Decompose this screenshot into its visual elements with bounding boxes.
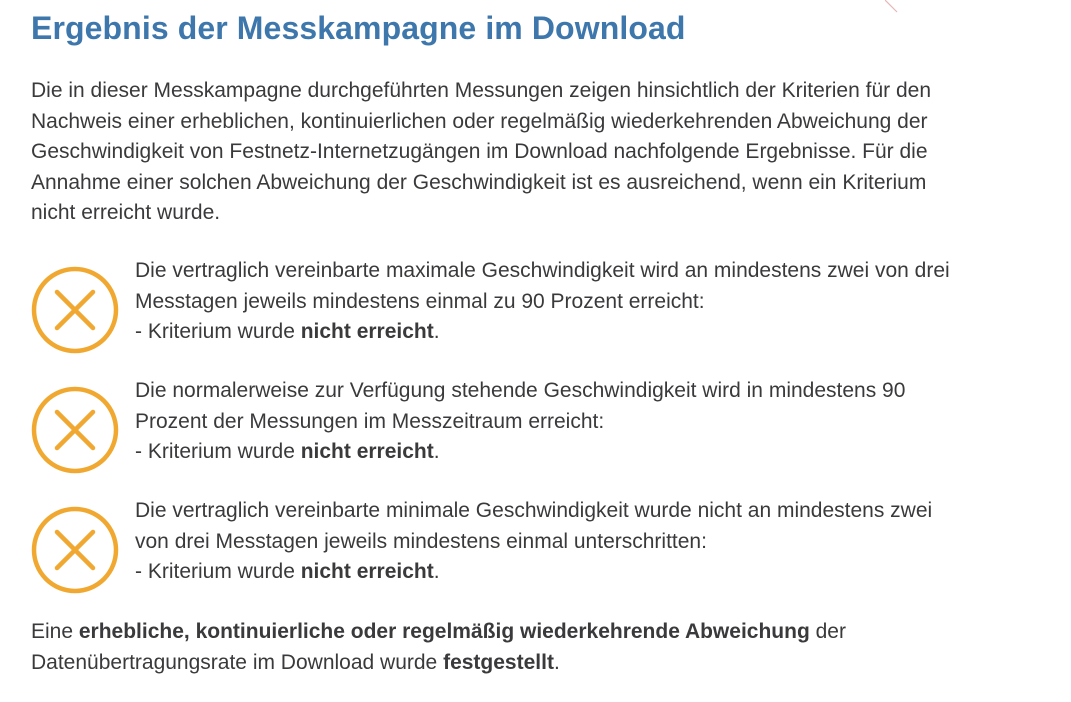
conclusion-text: . <box>553 650 560 674</box>
result-prefix: - Kriterium wurde <box>135 560 301 583</box>
criterion-line: Die vertraglich vereinbarte minimale Geschwindigkeit wurde nicht an mindestens zwei <box>135 499 933 522</box>
result-prefix: - Kriterium wurde <box>135 320 301 343</box>
criterion-min-speed <box>31 496 1061 588</box>
conclusion-status: festgestellt <box>443 650 554 674</box>
criterion-result <box>135 437 1055 468</box>
x-circle-icon <box>31 266 119 354</box>
conclusion-text: Datenübertragungsrate im Download wurde <box>31 650 444 674</box>
x-circle-icon <box>31 386 119 474</box>
corner-line-decoration <box>885 0 899 14</box>
intro-line: Annahme einer solchen Abweichung der Geschwindigkeit ist es ausreichend, wenn ein Kriterium <box>31 170 927 194</box>
result-suffix: . <box>433 320 440 343</box>
result-status: nicht erreicht <box>300 440 434 463</box>
criterion-normal-speed <box>31 376 1061 468</box>
result-status: nicht erreicht <box>300 320 434 343</box>
criterion-result <box>135 557 1055 588</box>
criterion-max-speed <box>31 256 1061 348</box>
result-status: nicht erreicht <box>300 560 434 583</box>
conclusion-emphasis: erhebliche, kontinuierliche oder regelmäßig wiederkehrende Abweichung <box>78 620 810 643</box>
criterion-line: Prozent der Messungen im Messzeitraum erreicht: <box>135 409 605 433</box>
criterion-text <box>135 256 1055 348</box>
criterion-text <box>135 376 1055 468</box>
intro-line: Nachweis einer erheblichen, kontinuierlichen oder regelmäßig wiederkehrenden Abweichung der <box>31 109 928 133</box>
criterion-result <box>135 317 1055 348</box>
page-title: Ergebnis der Messkampagne im Download <box>31 10 686 46</box>
intro-line: Geschwindigkeit von Festnetz-Internetzugängen im Download nachfolgende Ergebnisse. Für die <box>31 140 928 163</box>
conclusion-line <box>31 617 1051 648</box>
intro-line: Die in dieser Messkampagne durchgeführten Messungen zeigen hinsichtlich der Kriterien für den <box>31 79 931 102</box>
result-suffix: . <box>433 560 440 583</box>
conclusion-text: der <box>809 620 846 643</box>
criterion-line: von drei Messtagen jeweils mindestens einmal unterschritten: <box>135 529 707 553</box>
result-suffix: . <box>433 440 440 463</box>
criterion-line: Die vertraglich vereinbarte maximale Geschwindigkeit wird an mindestens zwei von drei <box>135 259 950 282</box>
result-prefix: - Kriterium wurde <box>135 440 301 463</box>
conclusion-line <box>31 648 1051 679</box>
intro-line: nicht erreicht wurde. <box>31 201 221 224</box>
criterion-text <box>135 496 1055 588</box>
criterion-line: Messtagen jeweils mindestens einmal zu 90 Prozent erreicht: <box>135 289 705 313</box>
criterion-line: Die normalerweise zur Verfügung stehende Geschwindigkeit wird in mindestens 90 <box>135 379 906 402</box>
conclusion-text: Eine <box>31 620 79 643</box>
conclusion-paragraph <box>31 617 1051 678</box>
intro-paragraph <box>31 76 1051 229</box>
x-circle-icon <box>31 506 119 594</box>
